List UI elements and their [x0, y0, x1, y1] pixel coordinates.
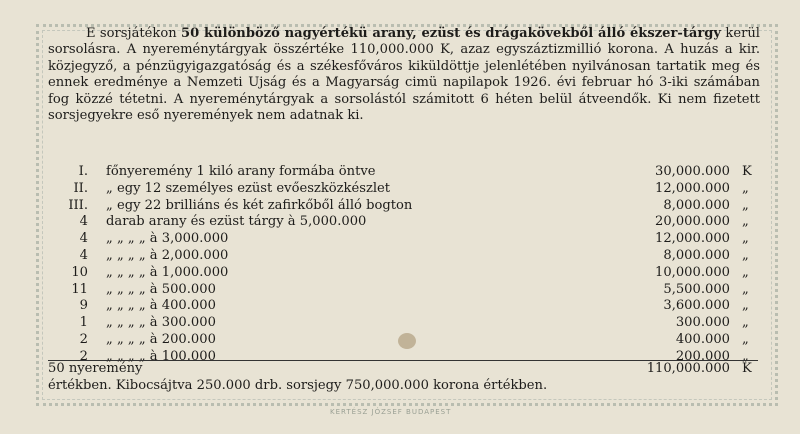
- prize-amount: 30,000.000: [655, 164, 730, 179]
- intro-rest: kerül sorsolásra. A nyereménytárgyak összértéke 110,000.000 K, azaz egyszáztizmillió korona. A huzás a kir. közjegyző, a pénzügyigazgatóság és a székesfőváros kiküldöttje jelenlétében nyilvánosan tartatik meg és ennek eredménye a Nemzeti Ujság és a Magyarság cimü napilapok 1926. évi februar hó 3-iki számában fog közzé tétetni. A nyereménytárgyak a sorsolástól számitott 6 héten belül átveendők. Ki nem fizetett sorsjegyekre eső nyeremények nem adatnak ki.: [48, 26, 760, 124]
- prize-count: 2: [79, 348, 88, 364]
- prize-row: [48, 248, 760, 265]
- prize-amount: 12,000.000: [655, 180, 730, 196]
- prize-row: [48, 282, 760, 299]
- ink-stain: [398, 333, 416, 349]
- issue-row: [48, 378, 760, 395]
- prize-currency: „: [742, 281, 749, 297]
- prize-amount: 400.000: [675, 331, 730, 347]
- prize-description: „ „ „ „ à 300.000: [106, 315, 216, 331]
- prize-count: 4: [79, 247, 88, 263]
- intro-prefix: E sorsjátékon: [86, 26, 182, 41]
- prize-count: 2: [79, 331, 88, 347]
- prize-count: 4: [79, 214, 88, 230]
- prize-currency: „: [742, 231, 749, 247]
- prize-description: „ „ „ „ à 1,000.000: [106, 264, 229, 280]
- prize-amount: 300.000: [675, 315, 730, 331]
- prize-amount: 10,000.000: [655, 264, 730, 280]
- prize-count: 10: [71, 264, 88, 280]
- prize-row: [48, 315, 760, 332]
- prize-currency: „: [742, 180, 749, 196]
- prize-count: 1: [79, 315, 88, 331]
- prize-currency: „: [742, 197, 749, 213]
- prize-count: I.: [78, 164, 88, 179]
- prize-currency: „: [742, 331, 749, 347]
- intro-paragraph: [48, 26, 760, 124]
- prize-row: [48, 231, 760, 248]
- prize-description: „ „ „ „ à 100.000: [106, 348, 216, 364]
- prize-count: II.: [73, 180, 88, 196]
- prize-row: [48, 164, 760, 181]
- prize-count: 11: [71, 281, 88, 297]
- prize-row: [48, 198, 760, 215]
- prize-description: „ „ „ „ à 400.000: [106, 298, 216, 314]
- printer-imprint: KERTÉSZ JÓZSEF BUDAPEST: [330, 408, 452, 416]
- prize-currency: „: [742, 264, 749, 280]
- prize-row: [48, 181, 760, 198]
- prize-count: III.: [68, 197, 88, 213]
- prize-currency: „: [742, 214, 749, 230]
- prize-amount: 200.000: [675, 348, 730, 364]
- prize-row: [48, 214, 760, 231]
- intro-text: [48, 26, 760, 124]
- total-amount: 110,000.000: [646, 361, 730, 376]
- prize-description: darab arany és ezüst tárgy à 5,000.000: [106, 214, 367, 230]
- total-section: [48, 361, 760, 395]
- prize-row: [48, 265, 760, 282]
- prize-amount: 8,000.000: [663, 197, 730, 213]
- issue-text: értékben. Kibocsájtva 250.000 drb. sorsjegy 750,000.000 korona értékben.: [48, 377, 548, 393]
- prize-count: 4: [79, 231, 88, 247]
- prize-amount: 8,000.000: [663, 247, 730, 263]
- prize-row: [48, 298, 760, 315]
- total-currency: K: [742, 361, 752, 376]
- prize-description: „ „ „ „ à 3,000.000: [106, 231, 229, 247]
- prize-description: „ „ „ „ à 500.000: [106, 281, 216, 297]
- prize-amount: 5,500.000: [663, 281, 730, 297]
- prize-currency: „: [742, 247, 749, 263]
- prize-currency: K: [742, 164, 752, 179]
- prize-description: „ „ „ „ à 2,000.000: [106, 247, 229, 263]
- total-label: 50 nyeremény: [48, 361, 143, 376]
- intro-bold: 50 különböző nagyértékü arany, ezüst és drágakövekből álló ékszer-tárgy: [181, 26, 722, 41]
- prize-description: „ „ „ „ à 200.000: [106, 331, 216, 347]
- prize-currency: „: [742, 298, 749, 314]
- prize-description: főnyeremény 1 kiló arany formába öntve: [106, 164, 376, 179]
- prize-amount: 3,600.000: [663, 298, 730, 314]
- prize-count: 9: [79, 298, 88, 314]
- prize-description: „ egy 12 személyes ezüst evőeszközkészlet: [106, 180, 391, 196]
- prize-amount: 12,000.000: [655, 231, 730, 247]
- total-row: [48, 361, 760, 378]
- prize-currency: „: [742, 348, 749, 364]
- prize-description: „ egy 22 brilliáns és két zafirkőből álló bogton: [106, 197, 413, 213]
- prize-amount: 20,000.000: [655, 214, 730, 230]
- prize-currency: „: [742, 315, 749, 331]
